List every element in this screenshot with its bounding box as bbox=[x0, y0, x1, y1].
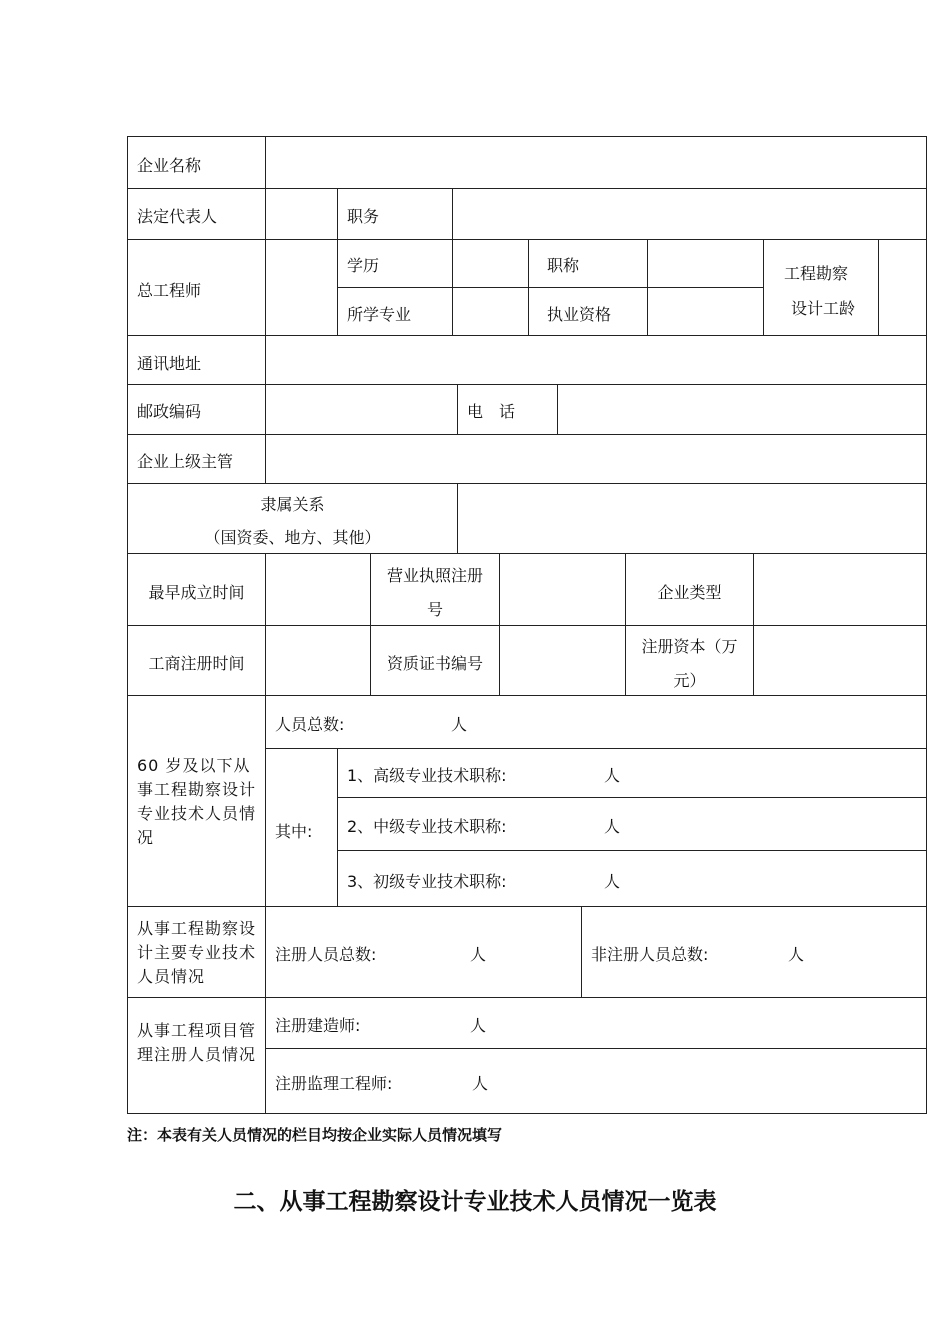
constructor-unit: 人 bbox=[470, 1016, 487, 1035]
education-field[interactable] bbox=[453, 240, 528, 287]
senior-title-unit: 人 bbox=[604, 766, 621, 785]
capital-label-line2: 元） bbox=[673, 671, 706, 690]
license-no-label-line2: 号 bbox=[426, 600, 443, 619]
table-rule bbox=[763, 239, 764, 335]
affiliation-label-line1: 隶属关系 bbox=[260, 495, 325, 514]
total-staff-label: 人员总数: bbox=[275, 715, 345, 734]
unregistered-total-label: 非注册人员总数: bbox=[591, 945, 709, 964]
legal-rep-label: 法定代表人 bbox=[137, 207, 218, 226]
company-type-field[interactable] bbox=[754, 554, 926, 625]
legal-rep-field[interactable] bbox=[266, 189, 337, 239]
phone-label: 电 话 bbox=[467, 402, 516, 421]
table-note: 注：本表有关人员情况的栏目均按企业实际人员情况填写 bbox=[127, 1126, 503, 1144]
registered-total-unit: 人 bbox=[470, 945, 487, 964]
postcode-field[interactable] bbox=[266, 385, 457, 434]
address-label: 通讯地址 bbox=[137, 354, 202, 373]
table-rule bbox=[265, 1048, 927, 1049]
company-name-field[interactable] bbox=[266, 137, 926, 188]
table-rule bbox=[337, 797, 927, 798]
table-rule bbox=[127, 695, 927, 696]
education-label: 学历 bbox=[347, 256, 380, 275]
registration-time-field[interactable] bbox=[266, 626, 370, 695]
license-no-label-line1: 营业执照注册 bbox=[386, 566, 483, 585]
staff60-label: 60 岁及以下从事工程勘察设计专业技术人员情况 bbox=[137, 756, 257, 847]
superior-field[interactable] bbox=[266, 435, 926, 483]
survey-years-field[interactable] bbox=[879, 240, 926, 335]
affiliation-label-line2: （国资委、地方、其他） bbox=[204, 528, 381, 547]
junior-title-label: 3、初级专业技术职称: bbox=[347, 872, 507, 891]
qualification-field[interactable] bbox=[648, 288, 763, 335]
major-label: 所学专业 bbox=[347, 305, 412, 324]
title-field[interactable] bbox=[648, 240, 763, 287]
major-field[interactable] bbox=[453, 288, 528, 335]
survey-years-label-line1: 工程勘察 bbox=[784, 264, 849, 283]
registered-total-label: 注册人员总数: bbox=[275, 945, 377, 964]
table-rule bbox=[581, 906, 582, 997]
earliest-founded-field[interactable] bbox=[266, 554, 370, 625]
unregistered-total-unit: 人 bbox=[788, 945, 805, 964]
company-type-label: 企业类型 bbox=[657, 583, 722, 602]
title-label: 职称 bbox=[547, 256, 580, 275]
position-label: 职务 bbox=[347, 207, 380, 226]
table-rule bbox=[337, 188, 338, 335]
superior-label: 企业上级主管 bbox=[137, 452, 234, 471]
qualification-label: 执业资格 bbox=[547, 305, 612, 324]
capital-field[interactable] bbox=[754, 626, 926, 695]
position-field[interactable] bbox=[453, 189, 926, 239]
section-title: 二、从事工程勘察设计专业技术人员情况一览表 bbox=[233, 1189, 717, 1215]
earliest-founded-label: 最早成立时间 bbox=[148, 583, 245, 602]
middle-title-label: 2、中级专业技术职称: bbox=[347, 817, 507, 836]
supervisor-unit: 人 bbox=[472, 1074, 489, 1093]
table-rule bbox=[528, 239, 529, 335]
cert-no-label: 资质证书编号 bbox=[386, 654, 483, 673]
table-rule bbox=[337, 850, 927, 851]
senior-title-label: 1、高级专业技术职称: bbox=[347, 766, 507, 785]
postcode-label: 邮政编码 bbox=[137, 402, 202, 421]
survey-years-label-line2: 设计工龄 bbox=[791, 299, 856, 318]
license-no-field[interactable] bbox=[500, 554, 625, 625]
main-staff-label: 从事工程勘察设计主要专业技术人员情况 bbox=[137, 919, 257, 986]
pm-staff-label: 从事工程项目管理注册人员情况 bbox=[137, 1021, 257, 1064]
registration-time-label: 工商注册时间 bbox=[148, 654, 245, 673]
among-label: 其中: bbox=[275, 822, 313, 841]
chief-engineer-label: 总工程师 bbox=[137, 281, 202, 300]
total-staff-unit: 人 bbox=[451, 715, 468, 734]
table-rule bbox=[265, 748, 927, 749]
cert-no-field[interactable] bbox=[500, 626, 625, 695]
affiliation-field[interactable] bbox=[458, 484, 926, 553]
supervisor-label: 注册监理工程师: bbox=[275, 1074, 393, 1093]
phone-field[interactable] bbox=[558, 385, 926, 434]
junior-title-unit: 人 bbox=[604, 872, 621, 891]
table-rule bbox=[337, 748, 338, 906]
middle-title-unit: 人 bbox=[604, 817, 621, 836]
chief-engineer-field[interactable] bbox=[266, 240, 337, 335]
table-rule bbox=[127, 997, 927, 998]
table-rule bbox=[457, 384, 458, 434]
address-field[interactable] bbox=[266, 336, 926, 384]
table-rule bbox=[127, 906, 927, 907]
company-name-label: 企业名称 bbox=[137, 156, 202, 175]
capital-label-line1: 注册资本（万 bbox=[641, 637, 738, 656]
constructor-label: 注册建造师: bbox=[275, 1016, 361, 1035]
